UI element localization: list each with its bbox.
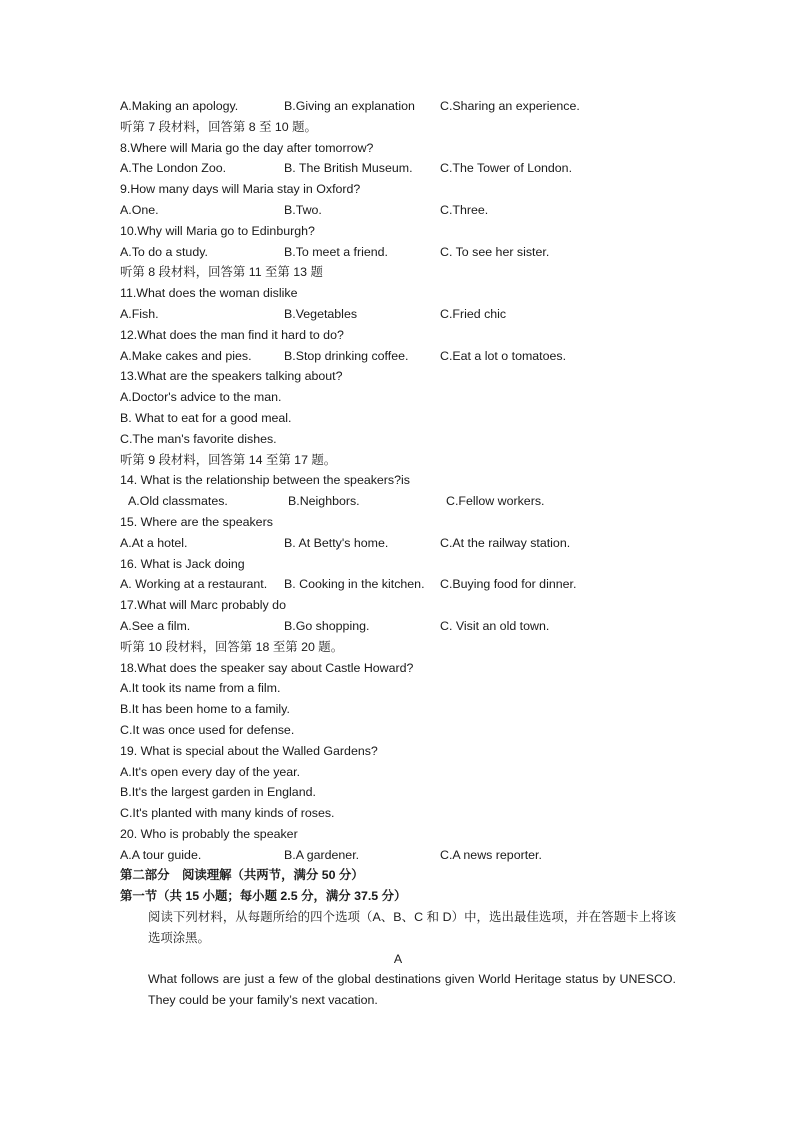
answer-option: B. The British Museum. <box>284 161 413 176</box>
text-line: B. What to eat for a good meal. <box>120 410 292 425</box>
text-line: 14. What is the relationship between the speakers?is <box>120 473 410 488</box>
text-line: C.It was once used for defense. <box>120 722 295 737</box>
text-line: 20. Who is probably the speaker <box>120 826 298 841</box>
text-line: 10.Why will Maria go to Edinburgh? <box>120 223 315 238</box>
answer-option: B.A gardener. <box>284 847 360 862</box>
option-row <box>120 158 676 179</box>
section-heading: 第一节（共 15 小题；每小题 2.5 分，满分 37.5 分） <box>120 889 407 904</box>
answer-option: B.Stop drinking coffee. <box>284 348 409 363</box>
option-row <box>120 346 676 367</box>
text-line: 12.What does the man find it hard to do? <box>120 327 344 342</box>
passage-label: A <box>393 951 403 966</box>
answer-option: C.Fellow workers. <box>446 494 545 509</box>
answer-option: A.The London Zoo. <box>120 161 227 176</box>
option-row <box>120 845 676 866</box>
text-line: A.It took its name from a film. <box>120 681 281 696</box>
text-line: 听第 7 段材料，回答第 8 至 10 题。 <box>120 119 317 134</box>
text-line: C.It's planted with many kinds of roses. <box>120 806 335 821</box>
answer-option: A.Old classmates. <box>128 494 228 509</box>
option-row <box>120 200 676 221</box>
answer-option: B.To meet a friend. <box>284 244 388 259</box>
answer-option: C.Eat a lot o tomatoes. <box>440 348 567 363</box>
text-line: 听第 9 段材料，回答第 14 至第 17 题。 <box>120 452 337 467</box>
text-line: 19. What is special about the Walled Gardens? <box>120 743 378 758</box>
text-line: 8.Where will Maria go the day after tomorrow? <box>120 140 374 155</box>
answer-option: B.Neighbors. <box>288 494 360 509</box>
answer-option: B.Vegetables <box>284 306 358 321</box>
exam-content <box>120 96 676 1011</box>
answer-option: B. Cooking in the kitchen. <box>284 577 425 592</box>
answer-option: C.Buying food for dinner. <box>440 577 577 592</box>
paragraph: What follows are just a few of the global destinations given World Heritage status by UNESCO. They could be your family’s next vacation. <box>148 972 676 1008</box>
text-line: 18.What does the speaker say about Castle Howard? <box>120 660 414 675</box>
text-line: 9.How many days will Maria stay in Oxford? <box>120 182 361 197</box>
answer-option: A.Make cakes and pies. <box>120 348 252 363</box>
answer-option: A. Working at a restaurant. <box>120 577 268 592</box>
text-line: 15. Where are the speakers <box>120 514 273 529</box>
text-line: B.It has been home to a family. <box>120 702 290 717</box>
answer-option: C.Fried chic <box>440 306 507 321</box>
paragraph: 阅读下列材料，从每题所给的四个选项（A、B、C 和 D）中，选出最佳选项，并在答题卡上将该选项涂黑。 <box>148 910 676 945</box>
answer-option: C.At the railway station. <box>440 535 571 550</box>
answer-option: C.Sharing an experience. <box>440 99 580 113</box>
text-line: 13.What are the speakers talking about? <box>120 369 343 384</box>
answer-option: A.A tour guide. <box>120 847 202 862</box>
answer-option: A.To do a study. <box>120 244 208 259</box>
option-row <box>120 574 676 595</box>
text-line: 16. What is Jack doing <box>120 556 245 571</box>
section-heading: 第二部分 阅读理解（共两节，满分 50 分） <box>120 868 364 883</box>
answer-option: C.A news reporter. <box>440 847 542 862</box>
answer-option: C. Visit an old town. <box>440 618 550 633</box>
answer-option: A.Making an apology. <box>120 99 239 113</box>
text-line: A.Doctor's advice to the man. <box>120 390 282 405</box>
option-row <box>120 242 676 263</box>
text-line: A.It's open every day of the year. <box>120 764 301 779</box>
answer-option: B.Two. <box>284 202 322 217</box>
option-row <box>120 304 676 325</box>
text-line: C.The man's favorite dishes. <box>120 431 277 446</box>
answer-option: B. At Betty's home. <box>284 535 389 550</box>
text-line: 11.What does the woman dislike <box>120 286 298 301</box>
answer-option: A.One. <box>120 202 159 217</box>
answer-option: C. To see her sister. <box>440 244 550 259</box>
answer-option: B.Go shopping. <box>284 618 370 633</box>
answer-option: C.Three. <box>440 202 489 217</box>
option-row <box>120 491 676 512</box>
option-row <box>120 96 676 117</box>
answer-option: A.At a hotel. <box>120 535 188 550</box>
answer-option: A.Fish. <box>120 306 159 321</box>
text-line: 听第 8 段材料，回答第 11 至第 13 题 <box>120 265 323 280</box>
answer-option: A.See a film. <box>120 618 191 633</box>
text-line: B.It's the largest garden in England. <box>120 785 316 800</box>
text-line: 听第 10 段材料，回答第 18 至第 20 题。 <box>120 639 344 654</box>
option-row <box>120 616 676 637</box>
answer-option: B.Giving an explanation <box>284 99 415 113</box>
answer-option: C.The Tower of London. <box>440 161 573 176</box>
text-line: 17.What will Marc probably do <box>120 598 286 613</box>
option-row <box>120 533 676 554</box>
